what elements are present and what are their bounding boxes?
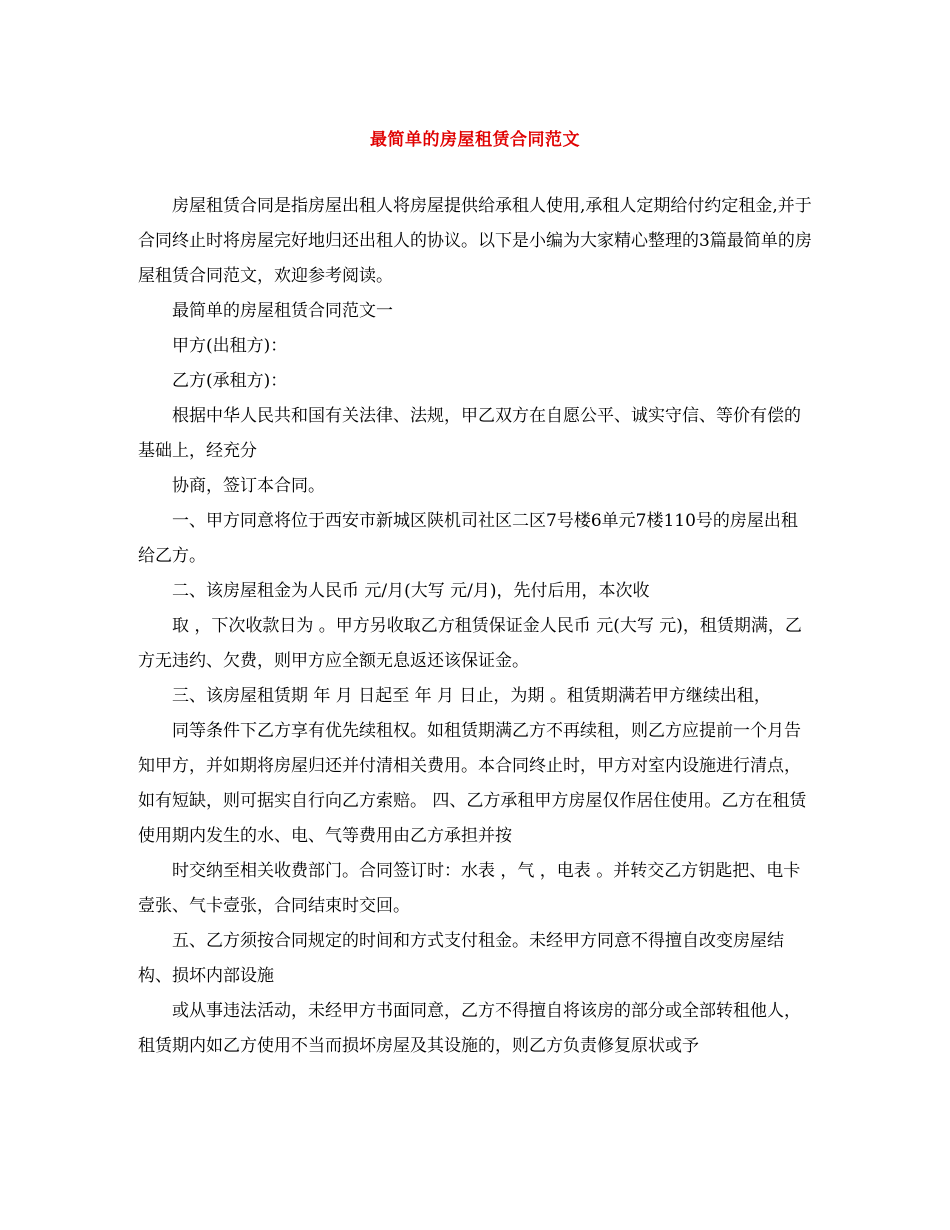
intro-paragraph: 房屋租赁合同是指房屋出租人将房屋提供给承租人使用,承租人定期给付约定租金,并于合同终止时将房屋完好地归还出租人的协议。以下是小编为大家精心整理的3篇最简单的房屋租赁合同范文，欢迎参考阅读。	[138, 196, 812, 286]
party-a-line: 甲方(出租方)：	[172, 336, 288, 356]
agreement-line: 协商，签订本合同。	[172, 476, 325, 496]
clause-2-continued: 取 ，下次收款日为 。甲方另收取乙方租赁保证金人民币 元(大写 元)，租赁期满，乙方无违约、欠费，则甲方应全额无息返还该保证金。	[138, 616, 802, 671]
clause-4-continued: 时交纳至相关收费部门。合同签订时：水表 ，气 ，电表 。并转交乙方钥匙把、电卡壹张、气卡壹张，合同结束时交回。	[138, 861, 801, 916]
clause-5-continued: 或从事违法活动，未经甲方书面同意，乙方不得擅自将该房的部分或全部转租他人，租赁期内如乙方使用不当而损坏房屋及其设施的，则乙方负责修复原状或予	[138, 1001, 801, 1056]
document-body	[138, 189, 814, 1064]
clause-3-continued: 同等条件下乙方享有优先续租权。如租赁期满乙方不再续租，则乙方应提前一个月告知甲方，并如期将房屋归还并付清相关费用。本合同终止时，甲方对室内设施进行清点，如有短缺，则可据实自行向乙方索赔。 四、乙方承租甲方房屋仅作居住使用。乙方在租赁使用期内发生的水、电、气等费用由乙方承担并按	[138, 721, 807, 846]
basis-paragraph: 根据中华人民共和国有关法律、法规，甲乙双方在自愿公平、诚实守信、等价有偿的基础上，经充分	[138, 406, 801, 461]
document-title: 最简单的房屋租赁合同范文	[370, 130, 580, 150]
clause-3: 三、该房屋租赁期 年 月 日起至 年 月 日止，为期 。租赁期满若甲方继续出租，	[172, 686, 771, 706]
party-b-line: 乙方(承租方)：	[172, 371, 288, 391]
clause-5: 五、乙方须按合同规定的时间和方式支付租金。未经甲方同意不得擅自改变房屋结构、损坏内部设施	[138, 931, 784, 986]
section-heading: 最简单的房屋租赁合同范文一	[172, 301, 393, 321]
clause-2: 二、该房屋租金为人民币 元/月(大写 元/月)，先付后用，本次收	[172, 581, 650, 601]
clause-1: 一、甲方同意将位于西安市新城区陕机司社区二区7号楼6单元7楼110号的房屋出租给乙方。	[138, 511, 798, 566]
